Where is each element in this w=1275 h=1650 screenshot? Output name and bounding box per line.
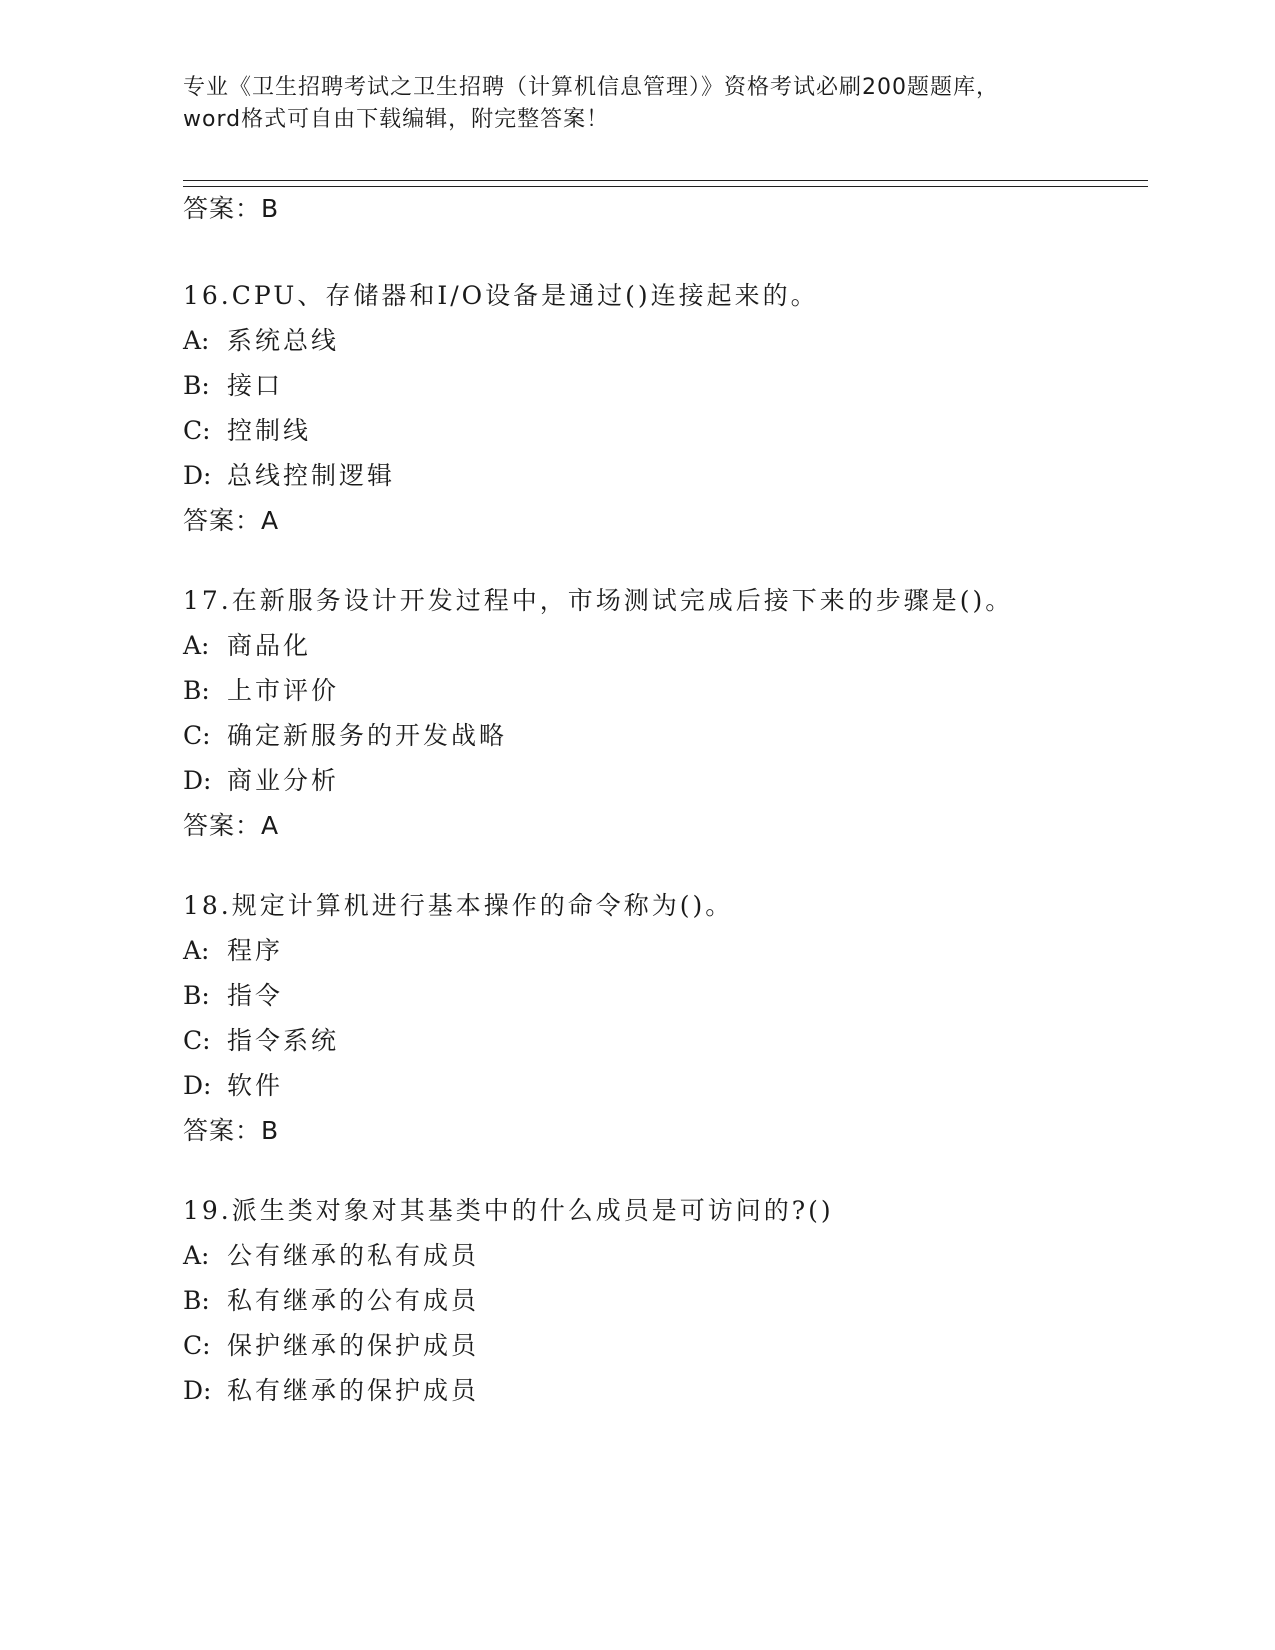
question-text: 18.规定计算机进行基本操作的命令称为()。 [183,891,734,920]
option-b [183,1278,1143,1323]
option-text: 控制线 [227,416,312,445]
option-letter: A: [183,631,210,660]
option-list [183,623,1143,803]
option-letter: C: [183,1026,211,1055]
header-line-2: word格式可自由下载编辑，附完整答案！ [183,107,610,132]
document-header [183,72,1103,136]
header-line-1: 专业《卫生招聘考试之卫生招聘（计算机信息管理）》资格考试必刷200题题库， [183,75,999,100]
question-item [183,1188,1143,1413]
question-text: 16.CPU、存储器和I/O设备是通过()连接起来的。 [183,281,819,310]
header-divider-bottom [183,186,1148,187]
question-text: 17.在新服务设计开发过程中，市场测试完成后接下来的步骤是()。 [183,586,1014,615]
question-text: 19.派生类对象对其基类中的什么成员是可访问的?() [183,1196,834,1225]
option-text: 接口 [227,371,284,400]
answer-label: 答案：B [183,1116,280,1145]
option-c [183,408,1143,453]
option-text: 软件 [227,1071,284,1100]
option-text: 指令 [227,981,284,1010]
option-text: 上市评价 [227,676,340,705]
previous-answer [183,191,1143,227]
option-letter: A: [183,1241,210,1270]
answer-label: 答案：A [183,506,280,535]
option-c [183,713,1143,758]
option-a [183,1233,1143,1278]
answer-label: 答案：A [183,811,280,840]
option-letter: B: [183,371,210,400]
option-letter: B: [183,981,210,1010]
option-text: 程序 [227,936,284,965]
option-letter: D: [183,461,212,490]
option-letter: B: [183,1286,210,1315]
option-text: 商业分析 [227,766,340,795]
option-text: 私有继承的保护成员 [227,1376,480,1405]
option-a [183,928,1143,973]
question-item [183,883,1143,1153]
option-b [183,363,1143,408]
option-letter: B: [183,676,210,705]
option-d [183,453,1143,498]
option-a [183,318,1143,363]
option-text: 系统总线 [227,326,340,355]
question-item [183,578,1143,848]
option-b [183,668,1143,713]
option-c [183,1323,1143,1368]
option-d [183,1368,1143,1413]
option-b [183,973,1143,1018]
option-letter: C: [183,1331,211,1360]
option-letter: D: [183,1071,212,1100]
option-text: 私有继承的公有成员 [227,1286,480,1315]
header-divider-top [183,180,1148,181]
option-letter: C: [183,416,211,445]
option-c [183,1018,1143,1063]
option-text: 公有继承的私有成员 [227,1241,480,1270]
option-letter: D: [183,1376,212,1405]
option-text: 商品化 [227,631,312,660]
option-letter: A: [183,326,210,355]
option-text: 总线控制逻辑 [227,461,396,490]
option-d [183,758,1143,803]
option-text: 确定新服务的开发战略 [227,721,508,750]
answer-label: 答案：B [183,194,280,223]
option-d [183,1063,1143,1108]
option-list [183,318,1143,498]
question-item [183,273,1143,543]
option-list [183,928,1143,1108]
option-letter: A: [183,936,210,965]
option-a [183,623,1143,668]
option-letter: C: [183,721,211,750]
option-list [183,1233,1143,1413]
option-text: 保护继承的保护成员 [227,1331,480,1360]
option-letter: D: [183,766,212,795]
option-text: 指令系统 [227,1026,340,1055]
